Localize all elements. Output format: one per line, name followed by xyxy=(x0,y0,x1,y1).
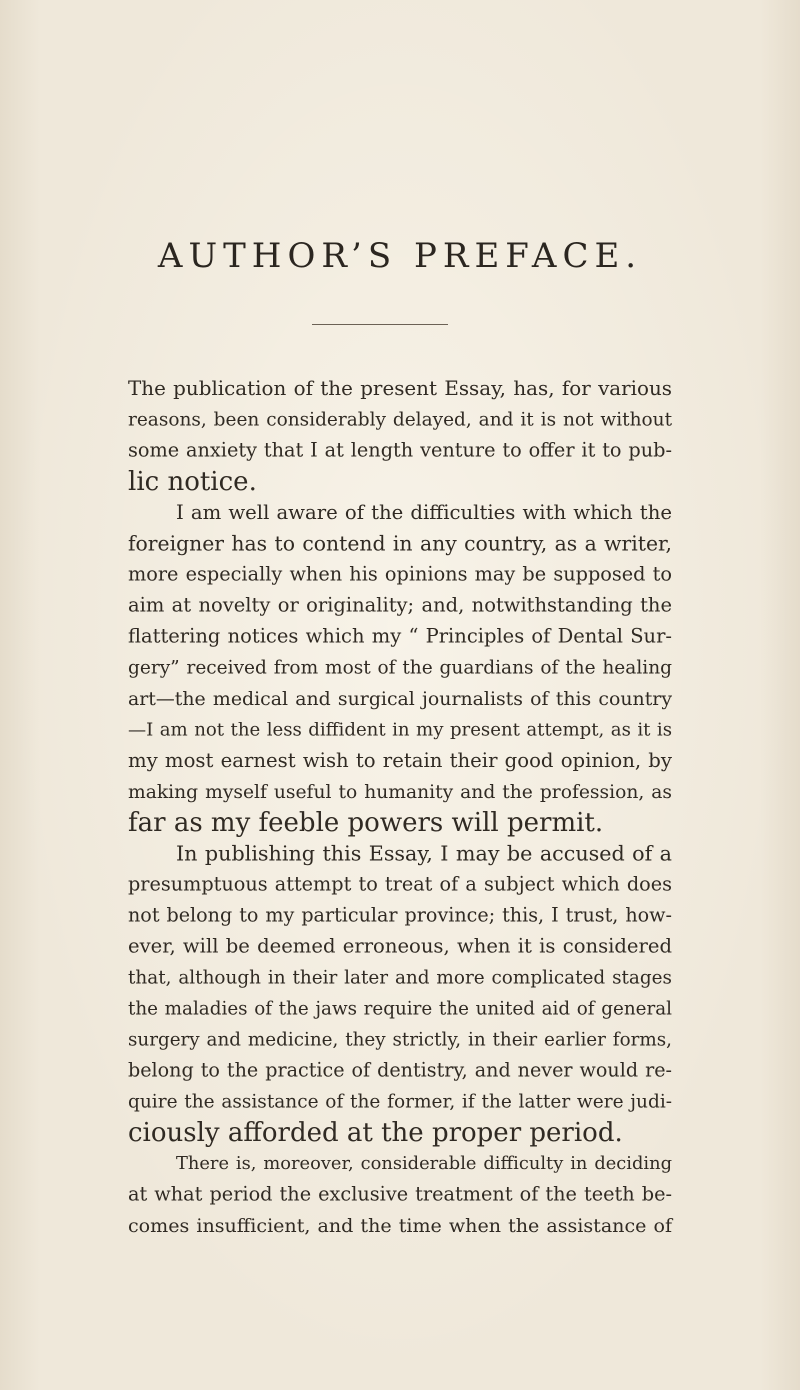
preface-body xyxy=(128,373,672,1241)
text-line: surgery and medicine, they strictly, in their earlier forms, xyxy=(128,1028,672,1050)
text-line: lic notice. xyxy=(128,466,257,497)
text-line: making myself useful to humanity and the profession, as xyxy=(128,780,672,803)
text-line: more especially when his opinions may be supposed to xyxy=(128,563,672,586)
text-line: the maladies of the jaws require the united aid of general xyxy=(128,997,672,1019)
text-line: —I am not the less diffident in my present attempt, as it is xyxy=(128,718,672,740)
text-line: aim at novelty or originality; and, notwithstanding the xyxy=(128,594,672,617)
text-line: In publishing this Essay, I may be accused of a xyxy=(176,841,672,866)
text-line: belong to the practice of dentistry, and never would re- xyxy=(128,1059,672,1082)
text-line: some anxiety that I at length venture to offer it to pub- xyxy=(128,439,672,462)
text-line: presumptuous attempt to treat of a subject which does xyxy=(128,873,672,896)
text-line: I am well aware of the difficulties with which the xyxy=(176,501,672,524)
text-line: The publication of the present Essay, has, for various xyxy=(128,377,672,400)
preface-title: AUTHOR’S PREFACE. xyxy=(157,236,643,276)
text-line: gery” received from most of the guardians of the healing xyxy=(128,656,672,678)
text-line: ciously afforded at the proper period. xyxy=(128,1117,623,1148)
title-divider-rule xyxy=(312,324,448,325)
text-line: quire the assistance of the former, if the latter were judi- xyxy=(128,1090,672,1112)
text-line: ever, will be deemed erroneous, when it is considered xyxy=(128,935,672,958)
text-line: flattering notices which my “ Principles of Dental Sur- xyxy=(128,625,672,648)
text-line: not belong to my particular province; this, I trust, how- xyxy=(128,904,672,927)
text-line: far as my feeble powers will permit. xyxy=(128,807,604,838)
text-line: There is, moreover, considerable difficulty in deciding xyxy=(176,1153,672,1174)
text-line: art—the medical and surgical journalists of this country xyxy=(128,687,672,710)
text-line: that, although in their later and more complicated stages xyxy=(128,966,672,988)
text-line: my most earnest wish to retain their good opinion, by xyxy=(128,749,672,772)
text-line: reasons, been considerably delayed, and it is not without xyxy=(128,408,672,430)
text-line: foreigner has to contend in any country, as a writer, xyxy=(128,531,672,556)
text-line: comes insufficient, and the time when the assistance of xyxy=(128,1214,672,1237)
text-line: at what period the exclusive treatment of the teeth be- xyxy=(128,1183,672,1206)
